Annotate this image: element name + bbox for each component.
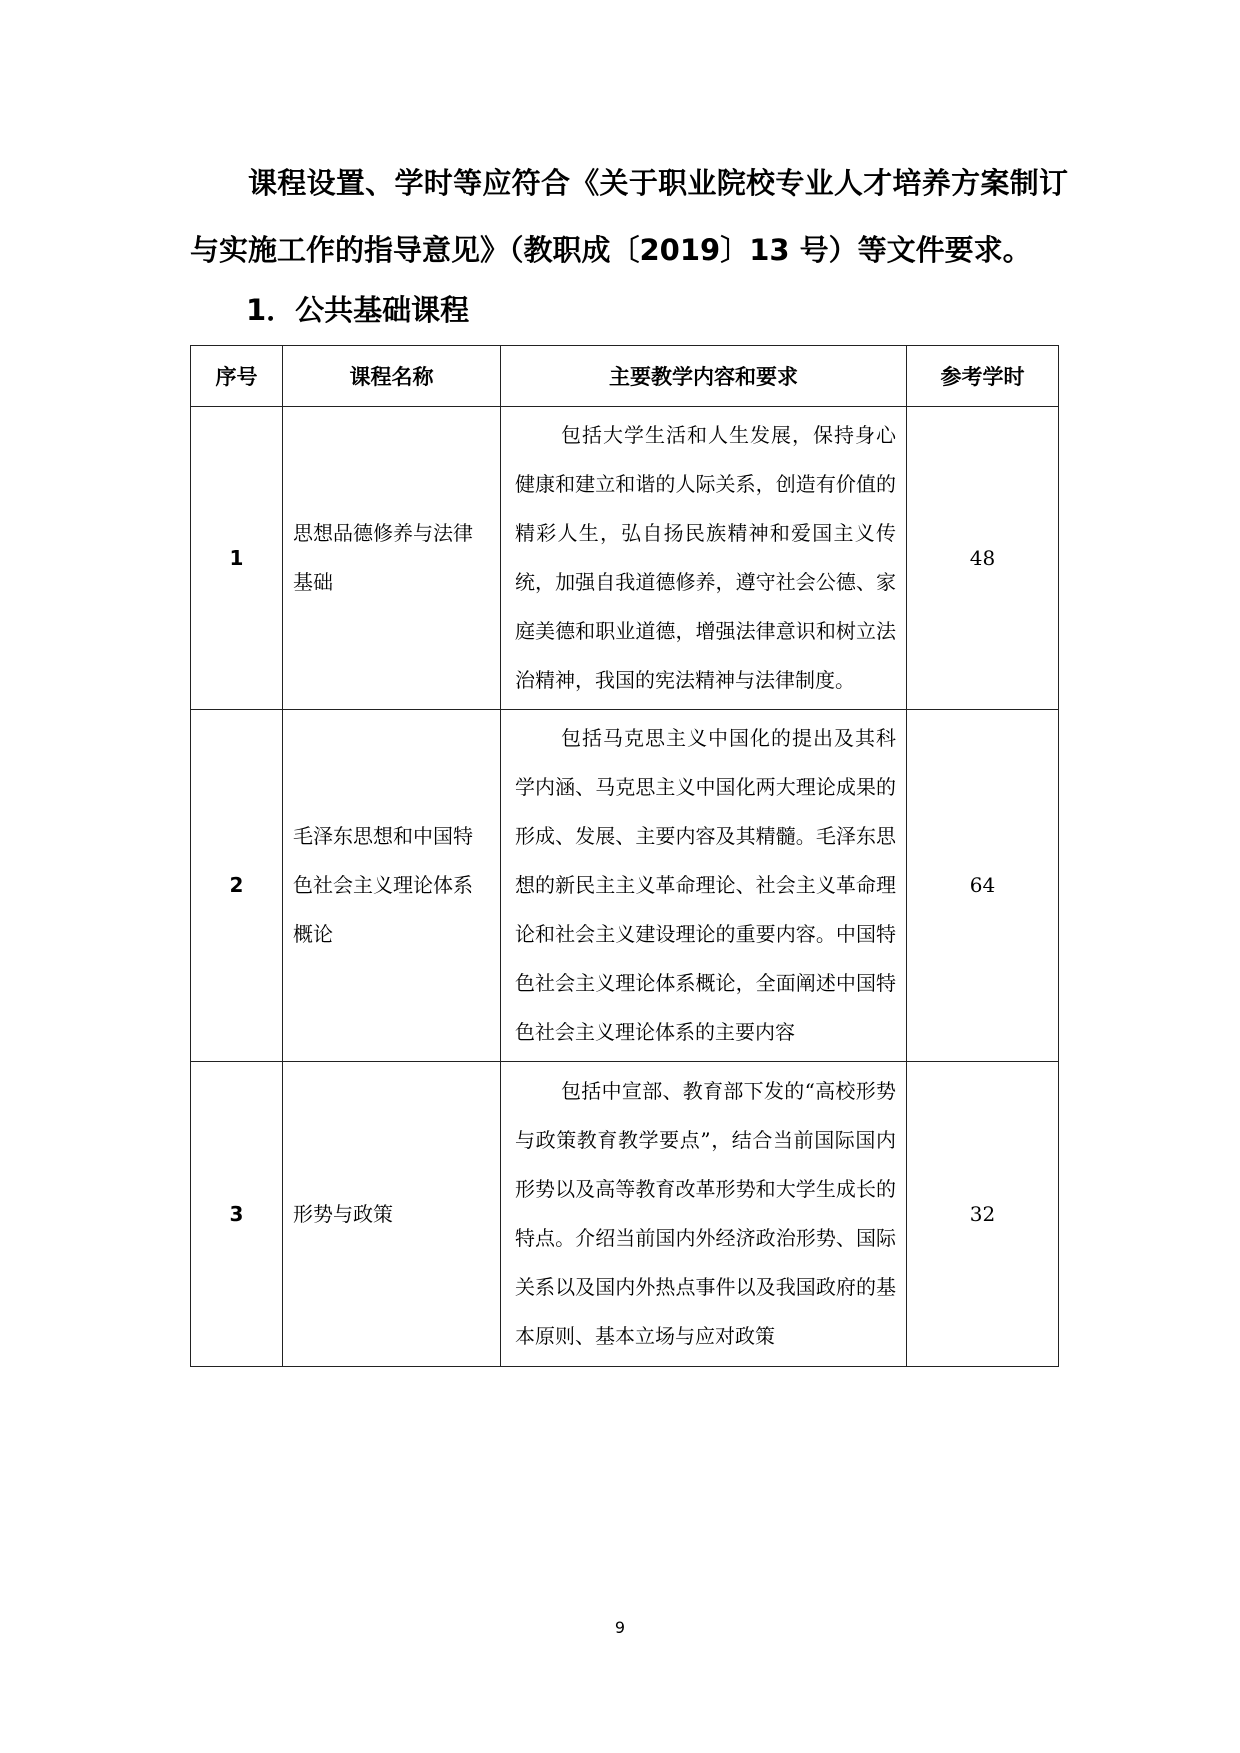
course-name: 思想品德修养与法律基础	[283, 407, 501, 710]
course-content: 包括马克思主义中国化的提出及其科学内涵、马克思主义中国化两大理论成果的形成、发展、主要内容及其精髓。毛泽东思想的新民主主义革命理论、社会主义革命理论和社会主义建设理论的重要内容。中国特色社会主义理论体系概论，全面阐述中国特色社会主义理论体系的主要内容	[501, 710, 907, 1062]
header-course-name: 课程名称	[283, 346, 501, 407]
table-row	[191, 1062, 1059, 1367]
intro-paragraph: 课程设置、学时等应符合《关于职业院校专业人才培养方案制订与实施工作的指导意见》（教职成〔2019〕13 号）等文件要求。	[190, 166, 1068, 267]
header-content: 主要教学内容和要求	[501, 346, 907, 407]
page-number: 9	[614, 1618, 626, 1637]
table-header-row	[191, 346, 1059, 407]
section-heading: 1．公共基础课程	[246, 293, 470, 327]
course-table	[190, 345, 1059, 1367]
course-hours: 48	[907, 407, 1059, 710]
course-hours: 32	[907, 1062, 1059, 1367]
table-row	[191, 710, 1059, 1062]
course-hours: 64	[907, 710, 1059, 1062]
row-number: 1	[191, 407, 283, 710]
row-number: 3	[191, 1062, 283, 1367]
table-row	[191, 407, 1059, 710]
course-name: 毛泽东思想和中国特色社会主义理论体系概论	[283, 710, 501, 1062]
header-number: 序号	[191, 346, 283, 407]
header-hours: 参考学时	[907, 346, 1059, 407]
course-content: 包括大学生活和人生发展，保持身心健康和建立和谐的人际关系，创造有价值的精彩人生，弘自扬民族精神和爱国主义传统，加强自我道德修养，遵守社会公德、家庭美德和职业道德，增强法律意识和树立法治精神，我国的宪法精神与法律制度。	[501, 407, 907, 710]
row-number: 2	[191, 710, 283, 1062]
course-content: 包括中宣部、教育部下发的“高校形势与政策教育教学要点”，结合当前国际国内形势以及高等教育改革形势和大学生成长的特点。介绍当前国内外经济政治形势、国际关系以及国内外热点事件以及我国政府的基本原则、基本立场与应对政策	[501, 1062, 907, 1367]
course-name: 形势与政策	[283, 1062, 501, 1367]
